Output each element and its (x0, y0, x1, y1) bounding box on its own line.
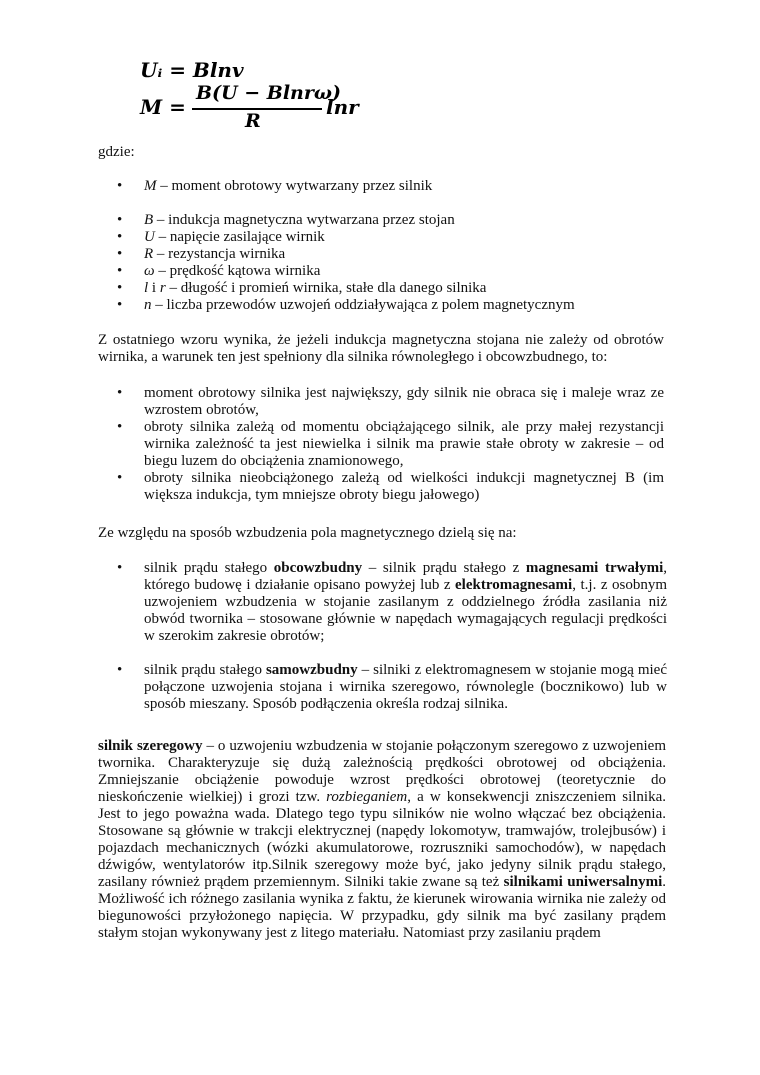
formula-torque (140, 82, 360, 132)
list-item: • ω – prędkość kątowa wirnika (117, 263, 677, 280)
formula-torque-tail: lnr (326, 95, 359, 119)
formula-torque-denominator: R (245, 110, 261, 132)
paragraph-excitation-intro: Ze względu na sposób wzbudzenia pola magnetycznego dzielą się na: (98, 525, 517, 541)
formula-induced-voltage-text: Uᵢ = Blnv (140, 58, 244, 82)
list-item: • obroty silnika zależą od momentu obciążającego silnik, ale przy małej rezystancji wirnika zależność ta jest niewielka i silnik ma prawie stałe obroty w zakresie – od biegu luzem do obciążenia znamionowego, (117, 419, 664, 470)
list-item: • M – moment obrotowy wytwarzany przez silnik (117, 178, 677, 195)
symbol-list (117, 178, 677, 314)
list-item: • R – rezystancja wirnika (117, 246, 677, 263)
formula-induced-voltage (140, 58, 244, 82)
list-item: • U – napięcie zasilające wirnik (117, 229, 677, 246)
excitation-types-list (117, 560, 667, 713)
paragraph-conclusion-intro: Z ostatniego wzoru wynika, że jeżeli indukcja magnetyczna stojana nie zależy od obrotów wirnika, a warunek ten jest spełniony dla silnika równoległego i obcowzbudnego, to: (98, 332, 664, 365)
formula-torque-lhs: M = (140, 95, 186, 119)
list-item: • l i r – długość i promień wirnika, stałe dla danego silnika (117, 280, 677, 297)
formula-torque-numerator: B(U − Blnrω) (196, 82, 341, 104)
list-item: • moment obrotowy silnika jest największy, gdy silnik nie obraca się i maleje wraz ze wzrostem obrotów, (117, 385, 664, 419)
list-item-separately-excited: • silnik prądu stałego obcowzbudny – silnik prądu stałego z magnesami trwałymi, którego budowę i działanie opisano powyżej lub z elektromagnesami, t.j. z osobnym uzwojeniem wzbudzenia w stojanie zasilanym z oddzielnego źródła zasilania niż obwód twornika – stosowane głównie w napędach wymagających regulacji prędkości w szerokim zakresie obrotów; (117, 560, 667, 645)
list-item: • n – liczba przewodów uzwojeń oddziaływająca z polem magnetycznym (117, 297, 677, 314)
list-item-self-excited: • silnik prądu stałego samowzbudny – silniki z elektromagnesem w stojanie mogą mieć połączone uzwojenia stojana i wirnika szeregowo, równolegle (bocznikowo) lub w sposób mieszany. Sposób podłączenia określa rodzaj silnika. (117, 662, 667, 713)
conclusions-list (117, 385, 664, 504)
list-item: • obroty silnika nieobciążonego zależą od wielkości indukcji magnetycznej B (im większa indukcja, tym mniejsze obroty biegu jałowego) (117, 470, 664, 504)
list-item: • B – indukcja magnetyczna wytwarzana przez stojan (117, 212, 677, 229)
paragraph-series-motor: silnik szeregowy – o uzwojeniu wzbudzenia w stojanie połączonym szeregowo z uzwojeniem twornika. Charakteryzuje się dużą zależnością prędkości obrotowej od obciążenia. Zmniejszanie obciążenie powoduje wzrost prędkości obrotowej (teoretycznie do nieskończenie wielkiej) i grozi tzw. rozbieganiem, a w konsekwencji zniszczeniem silnika. Jest to jego poważna wada. Dlatego tego typu silników nie wolno włączać bez obciążenia. Stosowane są głównie w trakcji elektrycznej (napędy lokomotyw, tramwajów, trolejbusów) i pojazdach mechanicznych (wózki akumulatorowe, rozruszniki samochodów), w napędach dźwigów, wentylatorów itp.Silnik szeregowy może być, jako jedyny silnik prądu stałego, zasilany również prądem przemiennym. Silniki takie zwane są też silnikami uniwersalnymi. Możliwość ich różnego zasilania wynika z faktu, że kierunek wirowania wirnika nie zależy od biegunowości przyłożonego napięcia. W przypadku, gdy silnik ma być zasilany prądem stałym stojan wykonywany jest z litego materiału. Natomiast przy zasilaniu prądem (98, 738, 667, 941)
gdzie-label: gdzie: (98, 144, 135, 160)
